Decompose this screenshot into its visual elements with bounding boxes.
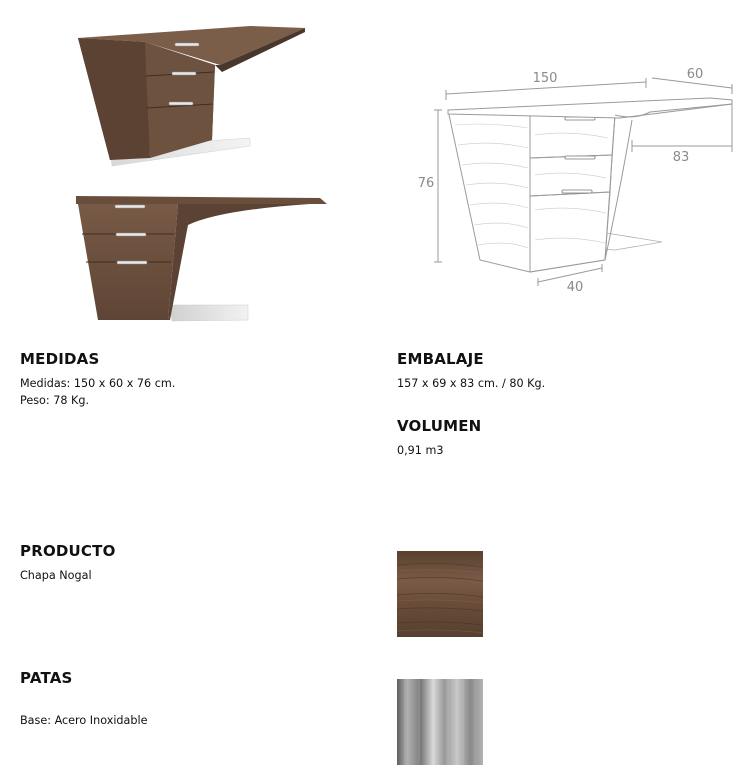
medidas-line-2: Peso: 78 Kg. xyxy=(20,394,90,407)
desk-dimension-drawing xyxy=(410,60,740,300)
dim-height-label: 76 xyxy=(417,176,435,191)
walnut-veneer-swatch xyxy=(397,551,483,637)
stainless-steel-swatch xyxy=(397,679,483,765)
patas-text: Base: Acero Inoxidable xyxy=(20,714,148,727)
dim-base-label: 40 xyxy=(566,280,584,295)
dim-width-label: 150 xyxy=(532,71,558,86)
volumen-title: VOLUMEN xyxy=(397,417,482,435)
producto-title: PRODUCTO xyxy=(20,542,116,560)
volumen-text: 0,91 m3 xyxy=(397,444,444,457)
patas-title: PATAS xyxy=(20,669,73,687)
desk-perspective-image xyxy=(70,20,315,170)
medidas-line-1: Medidas: 150 x 60 x 76 cm. xyxy=(20,377,176,390)
dim-overhang-label: 83 xyxy=(672,150,690,165)
dim-depth-label: 60 xyxy=(686,67,704,82)
desk-front-image xyxy=(70,190,330,325)
producto-text: Chapa Nogal xyxy=(20,569,92,582)
embalaje-title: EMBALAJE xyxy=(397,350,484,368)
embalaje-text: 157 x 69 x 83 cm. / 80 Kg. xyxy=(397,377,546,390)
medidas-title: MEDIDAS xyxy=(20,350,100,368)
